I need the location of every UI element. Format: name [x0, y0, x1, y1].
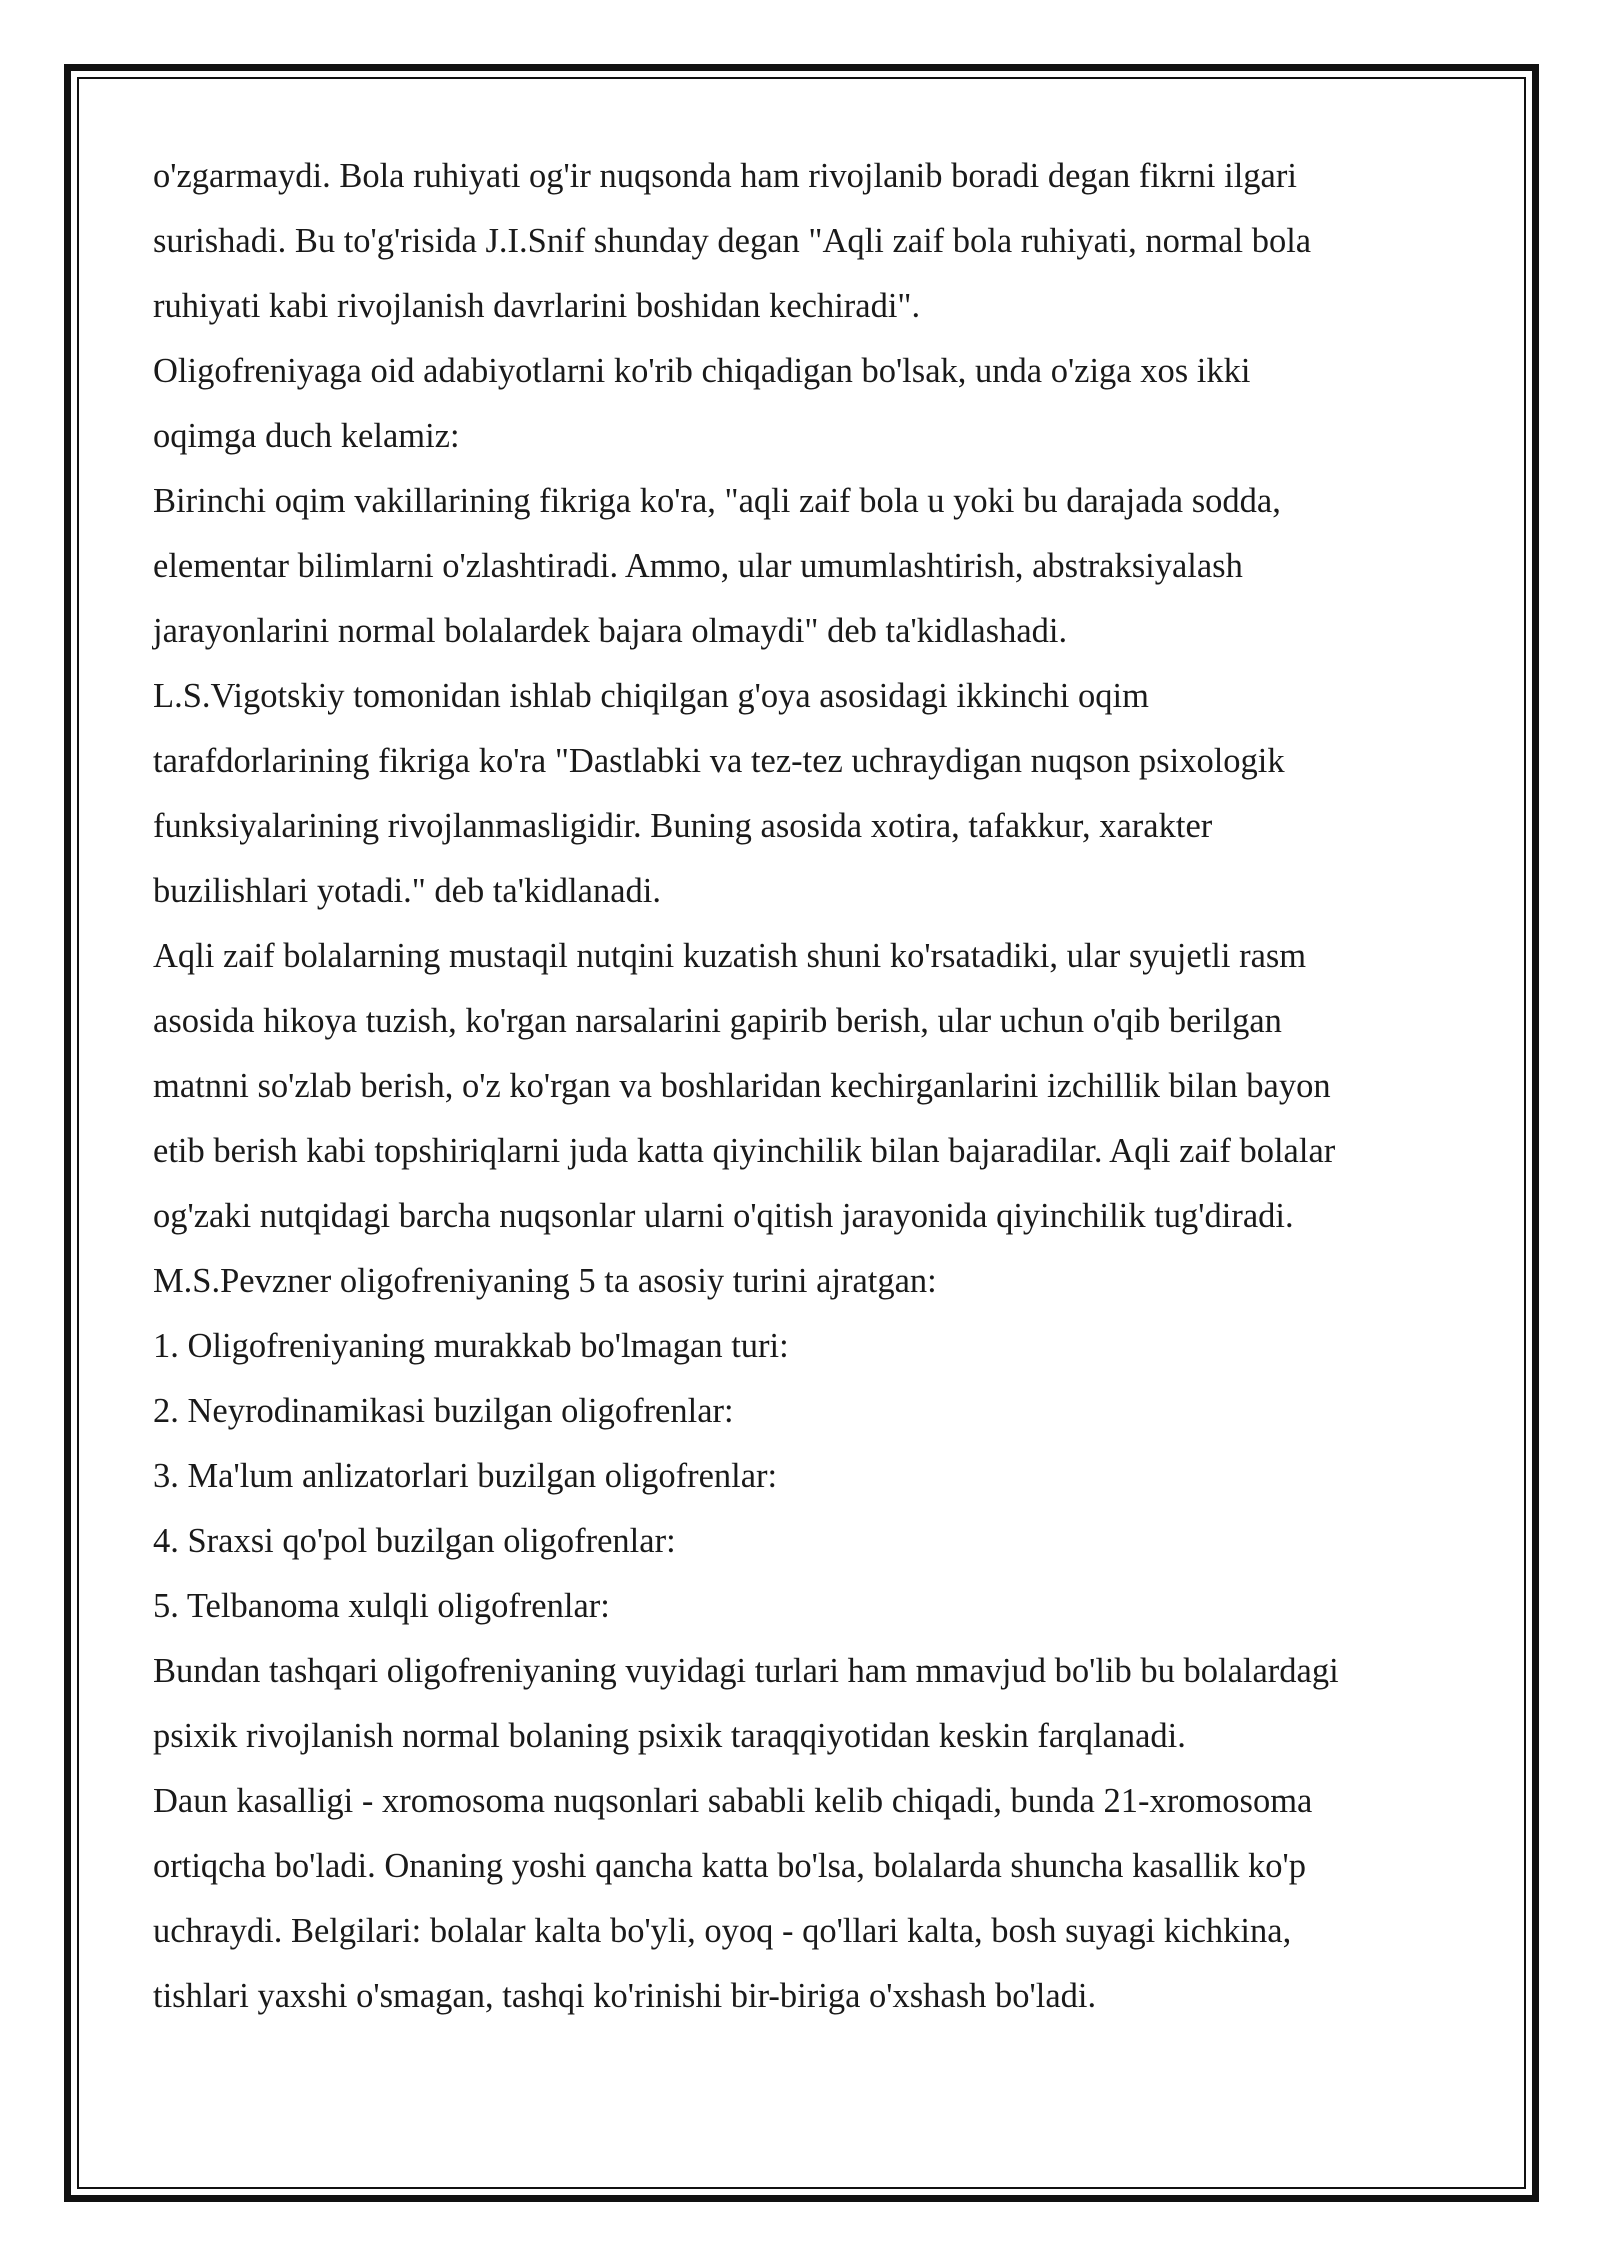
list-item: 4. Sraxsi qo'pol buzilgan oligofrenlar:	[153, 1522, 676, 1560]
text-line: psixik rivojlanish normal bolaning psixik taraqqiyotidan keskin farqlanadi.	[153, 1717, 1186, 1755]
text-line: tarafdorlarining fikriga ko'ra "Dastlabki va tez-tez uchraydigan nuqson psixologik	[153, 742, 1285, 780]
text-line: matnni so'zlab berish, o'z ko'rgan va boshlaridan kechirganlarini izchillik bilan bayon	[153, 1067, 1331, 1105]
text-line: elementar bilimlarni o'zlashtiradi. Ammo, ular umumlashtirish, abstraksiyalash	[153, 547, 1243, 585]
text-line: Oligofreniyaga oid adabiyotlarni ko'rib chiqadigan bo'lsak, unda o'ziga xos ikki	[153, 352, 1251, 390]
text-line: uchraydi. Belgilari: bolalar kalta bo'yli, oyoq - qo'llari kalta, bosh suyagi kichkina,	[153, 1912, 1292, 1950]
document-body	[153, 144, 1463, 2029]
text-line: o'zgarmaydi. Bola ruhiyati og'ir nuqsonda ham rivojlanib boradi degan fikrni ilgari	[153, 157, 1297, 195]
text-line: og'zaki nutqidagi barcha nuqsonlar ularni o'qitish jarayonida qiyinchilik tug'diradi.	[153, 1197, 1294, 1235]
text-line: ortiqcha bo'ladi. Onaning yoshi qancha katta bo'lsa, bolalarda shuncha kasallik ko'p	[153, 1847, 1307, 1885]
text-line: L.S.Vigotskiy tomonidan ishlab chiqilgan g'oya asosidagi ikkinchi oqim	[153, 677, 1149, 715]
text-line: Birinchi oqim vakillarining fikriga ko'ra, "aqli zaif bola u yoki bu darajada sodda,	[153, 482, 1281, 520]
text-line: surishadi. Bu to'g'risida J.I.Snif shunday degan "Aqli zaif bola ruhiyati, normal bola	[153, 222, 1312, 260]
text-line: M.S.Pevzner oligofreniyaning 5 ta asosiy turini ajratgan:	[153, 1262, 937, 1300]
text-line: Bundan tashqari oligofreniyaning vuyidagi turlari ham mmavjud bo'lib bu bolalardagi	[153, 1652, 1339, 1690]
text-line: oqimga duch kelamiz:	[153, 417, 460, 455]
list-item: 3. Ma'lum anlizatorlari buzilgan oligofrenlar:	[153, 1457, 778, 1495]
list-item: 2. Neyrodinamikasi buzilgan oligofrenlar:	[153, 1392, 734, 1430]
text-line: jarayonlarini normal bolalardek bajara olmaydi" deb ta'kidlashadi.	[153, 612, 1068, 650]
list-item: 5. Telbanoma xulqli oligofrenlar:	[153, 1587, 610, 1625]
list-item: 1. Oligofreniyaning murakkab bo'lmagan turi:	[153, 1327, 789, 1365]
text-line: buzilishlari yotadi." deb ta'kidlanadi.	[153, 872, 661, 910]
text-line: asosida hikoya tuzish, ko'rgan narsalarini gapirib berish, ular uchun o'qib berilgan	[153, 1002, 1282, 1040]
text-line: ruhiyati kabi rivojlanish davrlarini boshidan kechiradi".	[153, 287, 921, 325]
text-line: Aqli zaif bolalarning mustaqil nutqini kuzatish shuni ko'rsatadiki, ular syujetli rasm	[153, 937, 1307, 975]
text-line: funksiyalarining rivojlanmasligidir. Buning asosida xotira, tafakkur, xarakter	[153, 807, 1213, 845]
text-line: Daun kasalligi - xromosoma nuqsonlari sababli kelib chiqadi, bunda 21-xromosoma	[153, 1782, 1313, 1820]
text-line: tishlari yaxshi o'smagan, tashqi ko'rinishi bir-biriga o'xshash bo'ladi.	[153, 1977, 1097, 2015]
text-line: etib berish kabi topshiriqlarni juda katta qiyinchilik bilan bajaradilar. Aqli zaif bolalar	[153, 1132, 1336, 1170]
